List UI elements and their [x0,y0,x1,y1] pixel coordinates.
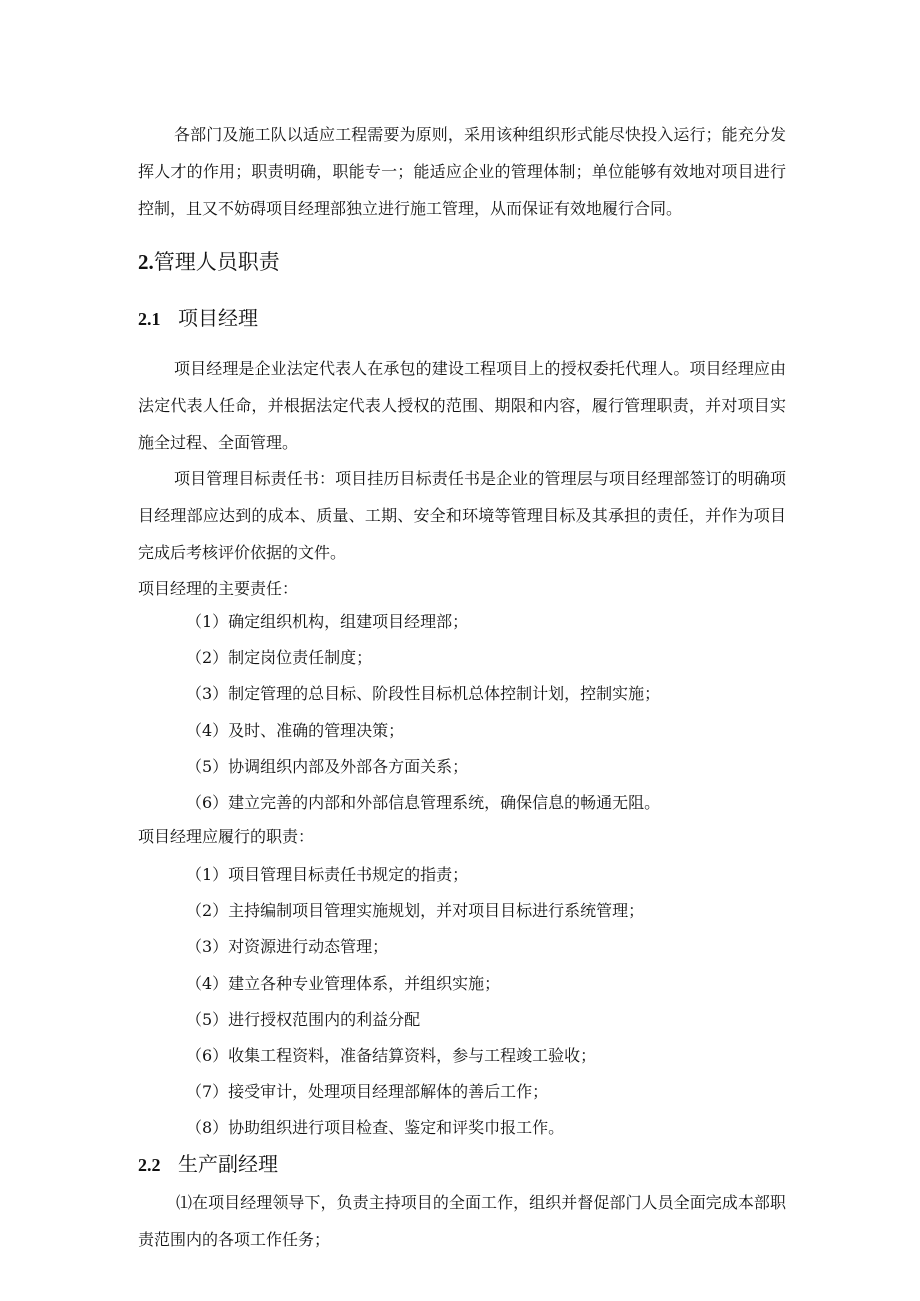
list-item: （1）项目管理目标责任书规定的指责； [186,865,469,884]
main-duties-label: 项目经理的主要责任： [138,579,299,598]
list-item: （7）接受审计，处理项目经理部解体的善后工作； [186,1082,549,1102]
section-2-2-heading [138,1148,278,1177]
section-2-1-heading [138,302,258,331]
section-2-2-title: 生产副经理 [178,1152,278,1176]
section-2-2-number: 2.2 [138,1155,161,1175]
section-2-1-title: 项目经理 [178,306,258,330]
section-2-title: 管理人员职责 [153,250,280,274]
list-item: （3）对资源进行动态管理； [186,937,389,957]
list-item: （1）确定组织机构，组建项目经理部； [186,612,469,631]
list-item: （2）制定岗位责任制度； [186,648,373,668]
list-item: （3）制定管理的总目标、阶段性目标机总体控制计划，控制实施； [186,684,661,704]
list-item: （2）主持编制项目管理实施规划，并对项目目标进行系统管理； [186,901,645,921]
list-item: （5）进行授权范围内的利益分配 [186,1009,421,1029]
intro-paragraph: 各部门及施工队以适应工程需要为原则，采用该种组织形式能尽快投入运行；能充分发挥人才的作用；职责明确，职能专一；能适应企业的管理体制；单位能够有效地对项目进行控制，且又不妨碍项目经理部独立进行施工管理，从而保证有效地履行合同。 [138,125,786,218]
section-2-number: 2. [138,250,154,274]
list-item: （5）协调组织内部及外部各方面关系； [186,756,469,776]
section-2-heading [138,246,280,276]
list-item: （8）协助组织进行项目检查、鉴定和评奖巾报工作。 [186,1118,565,1138]
obligations-label: 项目经理应履行的职责： [138,827,315,846]
list-item: （4）建立各种专业管理体系，并组织实施； [186,973,501,993]
deputy-manager-duty-1: ⑴在项目经理领导下，负责主持项目的全面工作，组织并督促部门人员全面完成本部职责范围内的各项工作任务； [138,1193,786,1249]
responsibility-document-definition: 项目管理目标责任书：项目挂历目标责任书是企业的管理层与项目经理部签订的明确项目经理部应达到的成本、质量、工期、安全和环境等管理目标及其承担的责任，并作为项目完成后考核评价依据的文件。 [138,469,786,562]
list-item: （6）收集工程资料，准备结算资料，参与工程竣工验收； [186,1045,597,1065]
list-item: （4）及时、准确的管理决策； [186,720,405,740]
project-manager-definition: 项目经理是企业法定代表人在承包的建设工程项目上的授权委托代理人。项目经理应由法定代表人任命，并根据法定代表人授权的范围、期限和内容，履行管理职责，并对项目实施全过程、全面管理。 [138,359,786,452]
list-item: （6）建立完善的内部和外部信息管理系统，确保信息的畅通无阻。 [186,792,661,812]
main-duties-list [186,604,660,821]
section-2-1-number: 2.1 [138,309,161,329]
obligations-list [186,857,644,1147]
